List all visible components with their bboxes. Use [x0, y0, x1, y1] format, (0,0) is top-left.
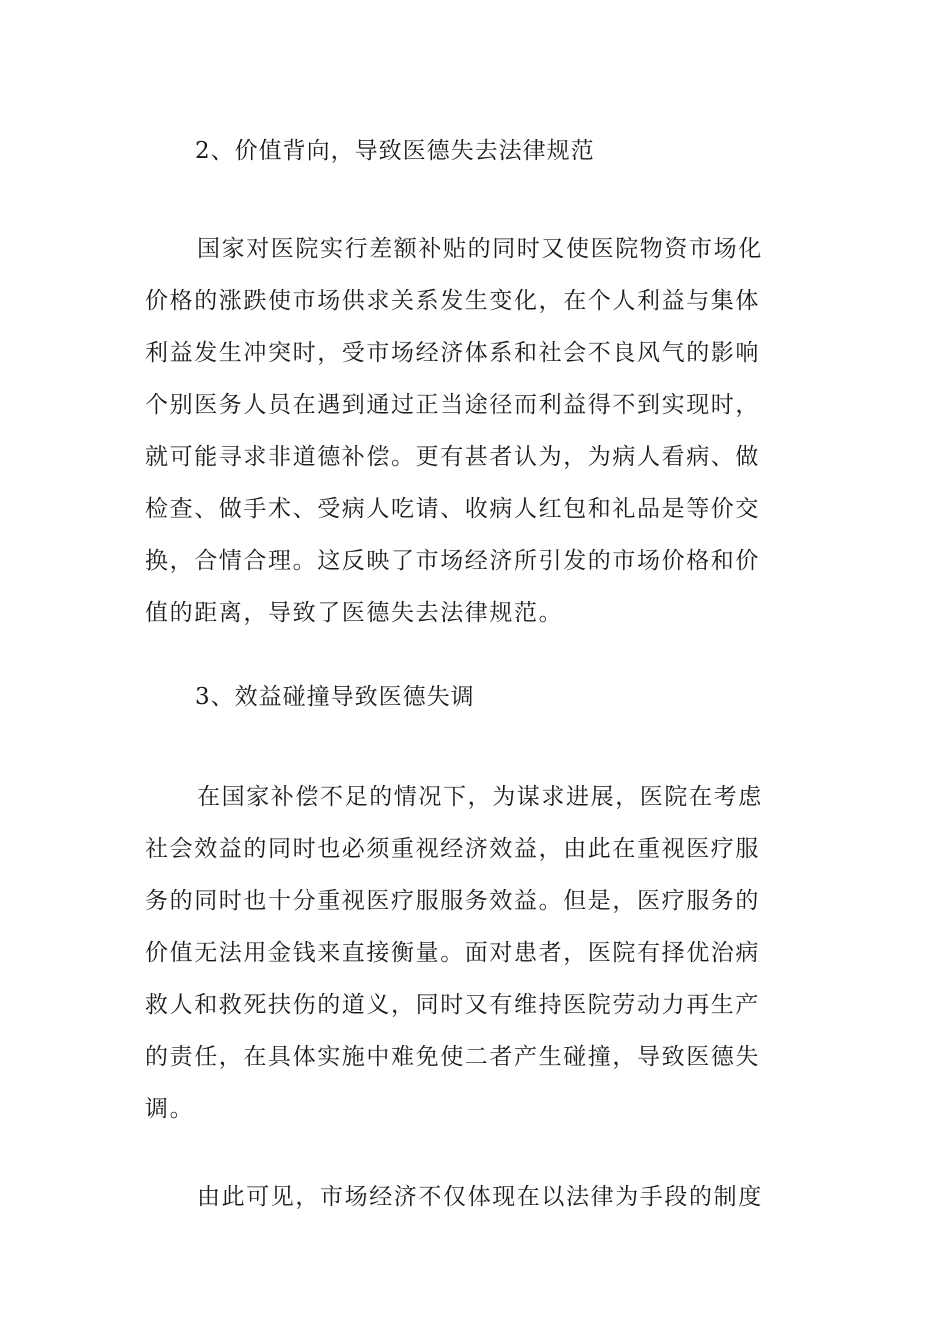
paragraph-line: 救人和救死扶伤的道义，同时又有维持医院劳动力再生产 [145, 992, 760, 1018]
paragraph-line: 国家对医院实行差额补贴的同时又使医院物资市场化 [197, 236, 763, 262]
paragraph-line: 由此可见，市场经济不仅体现在以法律为手段的制度 [197, 1184, 763, 1210]
paragraph-line: 在国家补偿不足的情况下，为谋求进展，医院在考虑 [197, 784, 763, 810]
section-3-paragraph [145, 771, 807, 1135]
paragraph-line: 就可能寻求非道德补偿。更有甚者认为，为病人看病、做 [145, 444, 760, 470]
paragraph-line: 换，合情合理。这反映了市场经济所引发的市场价格和价 [145, 548, 760, 574]
paragraph-line: 价格的涨跌使市场供求关系发生变化，在个人利益与集体 [145, 288, 760, 314]
paragraph-line: 价值无法用金钱来直接衡量。面对患者，医院有择优治病 [145, 940, 760, 966]
paragraph-line: 社会效益的同时也必须重视经济效益，由此在重视医疗服 [145, 836, 760, 862]
paragraph-line: 利益发生冲突时，受市场经济体系和社会不良风气的影响 [145, 340, 760, 366]
section-2-heading: 2、价值背向，导致医德失去法律规范 [195, 138, 595, 164]
paragraph-line: 值的距离，导致了医德失去法律规范。 [145, 600, 564, 626]
paragraph-line: 调。 [145, 1096, 195, 1122]
conclusion-paragraph [145, 1171, 807, 1223]
paragraph-line: 的责任，在具体实施中难免使二者产生碰撞，导致医德失 [145, 1044, 760, 1070]
section-2-paragraph [145, 223, 807, 639]
paragraph-line: 检查、做手术、受病人吃请、收病人红包和礼品是等价交 [145, 496, 760, 522]
paragraph-line: 个别医务人员在遇到通过正当途径而利益得不到实现时， [145, 392, 760, 418]
section-3-heading: 3、效益碰撞导致医德失调 [195, 684, 475, 710]
paragraph-line: 务的同时也十分重视医疗服服务效益。但是，医疗服务的 [145, 888, 760, 914]
